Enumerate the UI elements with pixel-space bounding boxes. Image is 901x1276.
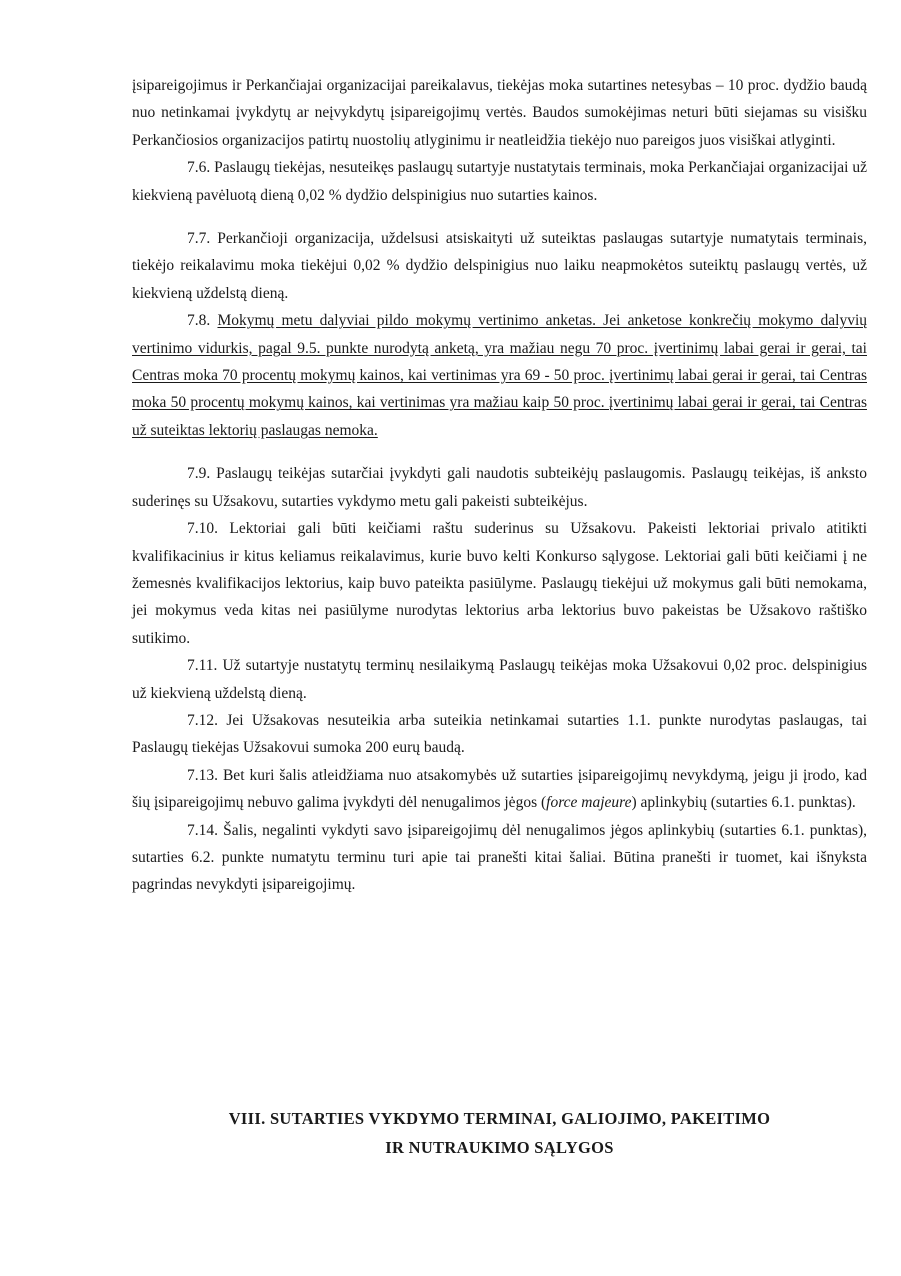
clause-7-10: 7.10. Lektoriai gali būti keičiami raštu suderinus su Užsakovu. Pakeisti lektoriai privalo atitikti kvalifikacinius ir kitus keliamus reikalavimus, kurie buvo kelti Konkurso sąlygose. Lektoriai gali būti keičiami į ne žemesnės kvalifikacijos lektorius, kaip buvo pateikta pasiūlyme. Paslaugų tiekėjui už mokymus gali būti nemokama, jei mokymus veda kitas nei pasiūlyme nurodytas lektorius arba lektorius buvo pakeistas be Užsakovo raštiško sutikimo. [132,520,867,647]
clause-7-13 [132,762,867,817]
clause-7-13-text-b: ) aplinkybių (sutarties 6.1. punktas). [631,794,856,812]
clause-7-8-underlined-text: Mokymų metu dalyviai pildo mokymų vertinimo anketas. Jei anketose konkrečių mokymo dalyvių vertinimo vidurkis, pagal 9.5. punkte nurodytą anketą, yra mažiau negu 70 proc. įvertinimų labai gerai ir gerai, tai Centras moka 70 procentų mokymų kainos, kai vertinimas yra 69 - 50 proc. įvertinimų labai gerai ir gerai, tai Centras moka 50 procentų mokymų kainos, kai vertinimas yra mažiau kaip 50 proc. įvertinimų labai gerai ir gerai, tai Centras už suteiktas lektorių paslaugas nemoka. [132,312,867,439]
clause-7-13-text-a: 7.13. Bet kuri šalis atleidžiama nuo atsakomybės už sutarties įsipareigojimų nevykdymą, jeigu ji įrodo, kad šių įsipareigojimų nebuvo galima įvykdyti dėl nenugalimos jėgos ( [132,766,867,812]
document-body [132,72,867,899]
section-heading [132,1104,867,1162]
clause-7-13-italic: force majeure [546,794,632,812]
clause-7-6: 7.6. Paslaugų tiekėjas, nesuteikęs paslaugų sutartyje nustatytais terminais, moka Perkančiajai organizacijai už kiekvieną pavėluotą dieną 0,02 % dydžio delspinigius nuo sutarties kainos. [132,159,867,204]
clause-7-7: 7.7. Perkančioji organizacija, uždelsusi atsiskaityti už suteiktas paslaugas sutartyje numatytais terminais, tiekėjo reikalavimu moka tiekėjui 0,02 % dydžio delspinigius nuo laiku neapmokėtos suteiktų paslaugų vertės, už kiekvieną uždelstą dieną. [132,230,867,302]
clause-7-14: 7.14. Šalis, negalinti vykdyti savo įsipareigojimų dėl nenugalimos jėgos aplinkybių (sutarties 6.1. punktas), sutarties 6.2. punkte numatytu terminu turi apie tai pranešti kitai šaliai. Būtina pranešti ir tuomet, kai išnyksta pagrindas nevykdyti įsipareigojimų. [132,821,867,894]
clause-7-11: 7.11. Už sutartyje nustatytų terminų nesilaikymą Paslaugų teikėjas moka Užsakovui 0,02 proc. delspinigius už kiekvieną uždelstą dieną. [132,657,867,702]
paragraph-continuation: įsipareigojimus ir Perkančiajai organizacijai pareikalavus, tiekėjas moka sutartines netesybas – 10 proc. dydžio baudą nuo netinkamai įvykdytų ar neįvykdytų įsipareigojimų vertės. Baudos sumokėjimas neturi būti siejamas su visišku Perkančiosios organizacijos patirtų nuostolių atlyginimu ir neatleidžia tiekėjo nuo pareigos juos visiškai atlyginti. [132,77,867,149]
clause-7-8-number: 7.8. [187,312,211,330]
clause-7-12: 7.12. Jei Užsakovas nesuteikia arba suteikia netinkamai sutarties 1.1. punkte nurodytas paslaugas, tai Paslaugų tiekėjas Užsakovui sumoka 200 eurų baudą. [132,711,867,757]
clause-7-8 [132,307,867,444]
section-heading-line-1: VIII. SUTARTIES VYKDYMO TERMINAI, GALIOJIMO, PAKEITIMO [228,1109,771,1128]
clause-7-9: 7.9. Paslaugų teikėjas sutarčiai įvykdyti gali naudotis subteikėjų paslaugomis. Paslaugų teikėjas, iš anksto suderinęs su Užsakovu, sutarties vykdymo metu gali pakeisti subteikėjus. [132,465,867,510]
section-heading-line-2: IR NUTRAUKIMO SĄLYGOS [385,1138,614,1157]
